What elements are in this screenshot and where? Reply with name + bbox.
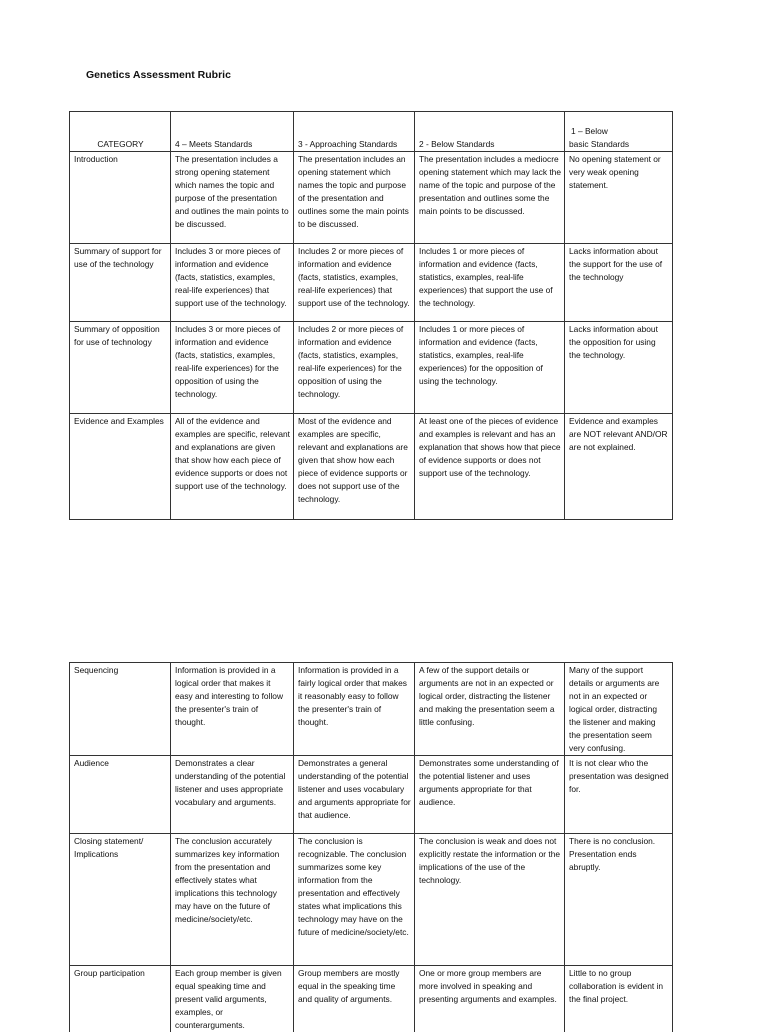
table-row xyxy=(70,414,673,520)
row-level-2: Includes 1 or more pieces of information and evidence (facts, statistics, examples, real-life experiences) that support the use of the technology. xyxy=(415,244,565,322)
row-category: Evidence and Examples xyxy=(70,414,171,520)
header-category: CATEGORY xyxy=(70,112,171,152)
row-level-2: Demonstrates some understanding of the potential listener and uses arguments appropriate for that audience. xyxy=(415,756,565,834)
header-level-1-line-1: 1 – Below xyxy=(569,125,669,138)
row-category: Audience xyxy=(70,756,171,834)
row-level-1: It is not clear who the presentation was designed for. xyxy=(565,756,673,834)
row-category: Sequencing xyxy=(70,663,171,756)
row-level-2: The presentation includes a mediocre opening statement which may lack the name of the topic and purpose of the presentation and outlines some the main points to be discussed. xyxy=(415,152,565,244)
table-row xyxy=(70,322,673,414)
row-level-4: Includes 3 or more pieces of information and evidence (facts, statistics, examples, real-life experiences) for the opposition of using the technology. xyxy=(171,322,294,414)
row-level-2: One or more group members are more involved in speaking and presenting arguments and examples. xyxy=(415,966,565,1032)
header-level-1-line-2: basic Standards xyxy=(569,138,669,151)
row-level-4: Each group member is given equal speaking time and present valid arguments, examples, or counterarguments. xyxy=(171,966,294,1032)
row-level-2: A few of the support details or arguments are not in an expected or logical order, distracting the listener and making the presentation seem a little confusing. xyxy=(415,663,565,756)
row-level-4: The presentation includes a strong opening statement which names the topic and purpose of the presentation and outlines the main points to be discussed. xyxy=(171,152,294,244)
table-row xyxy=(70,756,673,834)
rubric-table-part-1 xyxy=(69,111,673,520)
row-level-4: All of the evidence and examples are specific, relevant and explanations are given that show how each piece of evidence supports or does not support use of the technology. xyxy=(171,414,294,520)
row-level-1: Lacks information about the opposition for using the technology. xyxy=(565,322,673,414)
header-level-3: 3 - Approaching Standards xyxy=(294,112,415,152)
rubric-table-part-2 xyxy=(69,662,673,1032)
row-level-3: Group members are mostly equal in the speaking time and quality of arguments. xyxy=(294,966,415,1032)
row-level-3: Includes 2 or more pieces of information and evidence (facts, statistics, examples, real-life experiences) for the opposition of using the technology. xyxy=(294,322,415,414)
row-level-1: Lacks information about the support for the use of the technology xyxy=(565,244,673,322)
row-level-4: Information is provided in a logical order that makes it easy and interesting to follow the presenter's train of thought. xyxy=(171,663,294,756)
table-row xyxy=(70,966,673,1032)
row-level-4: Demonstrates a clear understanding of the potential listener and uses appropriate vocabulary and arguments. xyxy=(171,756,294,834)
header-level-4: 4 – Meets Standards xyxy=(171,112,294,152)
table-row xyxy=(70,663,673,756)
table-row xyxy=(70,152,673,244)
header-level-2: 2 - Below Standards xyxy=(415,112,565,152)
row-level-3: Includes 2 or more pieces of information and evidence (facts, statistics, examples, real-life experiences) that support use of the technology. xyxy=(294,244,415,322)
row-level-1: There is no conclusion. Presentation ends abruptly. xyxy=(565,834,673,966)
row-level-2: At least one of the pieces of evidence and examples is relevant and has an explanation that shows how that piece of evidence supports or does not support use of the technology. xyxy=(415,414,565,520)
row-level-3: The conclusion is recognizable. The conclusion summarizes some key information from the presentation and effectively states what implications this technology may have on the future of medicine/society/etc. xyxy=(294,834,415,966)
row-level-4: Includes 3 or more pieces of information and evidence (facts, statistics, examples, real-life experiences) that support use of the technology. xyxy=(171,244,294,322)
row-category: Summary of support for use of the technology xyxy=(70,244,171,322)
row-category: Introduction xyxy=(70,152,171,244)
table-row xyxy=(70,834,673,966)
row-level-1: Evidence and examples are NOT relevant AND/OR are not explained. xyxy=(565,414,673,520)
row-level-3: Most of the evidence and examples are specific, relevant and explanations are given that show how each piece of evidence supports or does not support use of the technology. xyxy=(294,414,415,520)
header-row xyxy=(70,112,673,152)
row-level-3: Demonstrates a general understanding of the potential listener and uses vocabulary and arguments appropriate for that audience. xyxy=(294,756,415,834)
row-level-1: Little to no group collaboration is evident in the final project. xyxy=(565,966,673,1032)
row-level-3: The presentation includes an opening statement which names the topic and purpose of the presentation and outlines some the main points to be discussed. xyxy=(294,152,415,244)
row-level-1: No opening statement or very weak opening statement. xyxy=(565,152,673,244)
document-title: Genetics Assessment Rubric xyxy=(86,69,231,81)
row-level-2: The conclusion is weak and does not explicitly restate the information or the implications of the use of the technology. xyxy=(415,834,565,966)
header-level-1 xyxy=(565,112,673,152)
row-level-4: The conclusion accurately summarizes key information from the presentation and effectively states what implications this technology may have on the future of medicine/society/etc. xyxy=(171,834,294,966)
row-level-2: Includes 1 or more pieces of information and evidence (facts, statistics, examples, real-life experiences) for the opposition of using the technology. xyxy=(415,322,565,414)
row-category: Closing statement/ Implications xyxy=(70,834,171,966)
row-level-3: Information is provided in a fairly logical order that makes it reasonably easy to follow the presenter's train of thought. xyxy=(294,663,415,756)
row-category: Group participation xyxy=(70,966,171,1032)
row-category: Summary of opposition for use of technology xyxy=(70,322,171,414)
row-level-1: Many of the support details or arguments are not in an expected or logical order, distracting the listener and making the presentation seem very confusing. xyxy=(565,663,673,756)
table-row xyxy=(70,244,673,322)
